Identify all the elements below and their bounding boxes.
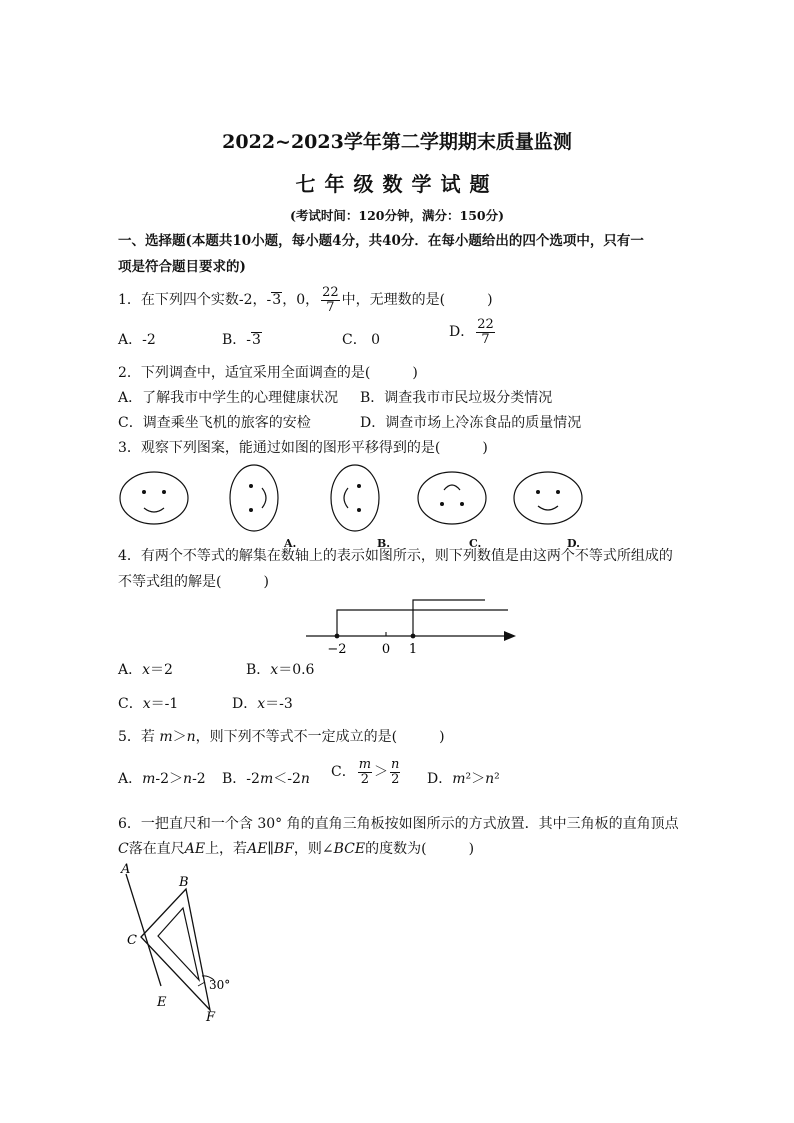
q6-l2-d: 的度数为( ) [365,841,475,857]
q5-c-frac1 [358,758,372,786]
q5-a-post: -2 [192,771,206,787]
q1-fraction [321,286,340,314]
q5-d-n: n [485,771,495,787]
q2-option-c: C．调查乘坐飞机的旅客的安检 [118,415,311,431]
q1-stem-post: 中，无理数的是( ) [341,292,493,309]
q3-label-d: D. [567,537,580,550]
q1-stem-pre: 1．在下列四个实数-2，- [118,292,272,309]
q1-option-b-sqrt [251,332,262,348]
q1-option-b [222,329,262,349]
q1-option-d-den: 7 [481,331,490,347]
q1-sqrt-arg: 3 [272,292,282,309]
q5-c-den1: 2 [360,771,370,787]
q3-label-b: B. [377,537,391,550]
q5-c-frac2 [390,758,400,786]
q4-option-a-var: x [142,662,151,678]
q2-option-b: B．调查我市市民垃圾分类情况 [360,390,553,406]
q1-option-a: A．-2 [118,332,156,348]
q1-option-c: C． 0 [342,332,381,348]
q5-d-mid: ²＞ [465,771,486,787]
q6-l2-a: 落在直尺 [128,841,185,857]
q6-bf: BF [273,841,294,857]
q4-option-d-post: ＝-3 [265,696,293,712]
exam-subtitle: 七年级数学试题 [295,172,499,196]
q3-original-face [120,472,188,524]
q3-option-d-face [514,472,582,524]
q4-number-line [300,592,525,658]
q6-label-e: E [157,995,167,1010]
q6-l2-b: 上，若 [205,841,248,857]
q1-option-b-sqrt-arg: 3 [252,332,261,348]
q5-option-b [222,768,310,788]
q3-stem: 3．观察下列图案，能通过如图的图形平移得到的是( ) [118,440,488,456]
q6-stem-line2 [118,838,474,858]
q4-option-c-pre: C． [118,696,143,712]
q1-option-d-num: 22 [477,317,494,332]
q5-m: m [159,729,173,745]
q1-frac-den: 7 [326,299,335,315]
q4-axis-label-0: 0 [381,642,391,657]
q6-label-c: C [127,933,137,948]
q5-n: n [186,729,196,745]
q6-bce: BCE [333,841,366,857]
q5-d-m: m [452,771,466,787]
q5-b-mid: ＜-2 [273,771,301,787]
q1-frac-num: 22 [322,285,339,300]
q5-d-post: ² [494,771,500,787]
q5-a-pre: A． [118,771,143,787]
q1-option-d-pre: D． [449,324,475,341]
q2-option-a: A．了解我市中学生的心理健康状况 [118,390,339,406]
q5-c-pre: C． [331,764,356,781]
q5-a-n: n [183,771,193,787]
q4-option-b-pre: B． [246,662,271,678]
q3-option-a-face [230,465,278,531]
q5-c-gt: ＞ [374,764,389,781]
q5-option-d [427,768,500,788]
q2-option-d: D．调查市场上冷冻食品的质量情况 [360,415,582,431]
exam-info: (考试时间：120分钟，满分：150分) [289,208,504,223]
q4-option-c-post: ＝-1 [150,696,179,712]
q4-option-a-pre: A． [118,662,143,678]
q1-option-b-pre: B．- [222,332,252,348]
q5-c-den2: 2 [391,771,400,787]
exam-title: 2022~2023学年第二学期期末质量监测 [222,131,572,153]
q2-stem: 2．下列调查中，适宜采用全面调查的是( ) [118,365,418,381]
q4-option-a [118,659,173,679]
q5-b-n: n [300,771,310,787]
q6-label-b: B [179,875,189,890]
q5-b-pre: B．-2 [222,771,260,787]
q5-pre: 5．若 [118,729,160,745]
q6-label-a: A [121,862,131,877]
q5-option-c [331,758,402,786]
section-heading-line2: 项是符合题目要求的) [118,259,246,275]
q6-ae: AE [184,841,206,857]
section-heading-line1: 一、选择题(本题共10小题，每小题4分，共40分．在每小题给出的四个选项中，只有一 [118,233,644,249]
q5-b-m: m [259,771,274,787]
q4-option-b-post: ＝0.6 [278,662,315,678]
q5-option-a [118,768,206,788]
q4-stem-line1: 4．有两个不等式的解集在数轴上的表示如图所示，则下列数值是由这两个不等式所组成的 [118,548,673,564]
q4-option-d-var: x [257,696,266,712]
q5-post: ，则下列不等式不一定成立的是( ) [195,729,445,745]
q6-triangle-ruler-figure [110,858,260,1028]
q5-stem [118,726,445,746]
q6-label-30deg: 30° [209,978,231,992]
q3-label-a: A. [284,537,297,550]
q5-a-mid: -2＞ [155,771,184,787]
q1-option-d [449,318,497,346]
q6-c: C [118,841,129,857]
q4-option-b-var: x [270,662,279,678]
q1-option-d-frac [476,318,495,346]
q3-face-figures [110,462,600,552]
q6-stem-line1: 6．一把直尺和一个含 30° 角的直角三角板按如图所示的方式放置．其中三角板的直角顶点 [118,816,679,832]
q3-option-b-face [331,465,379,531]
q1-stem [118,286,493,314]
q4-stem-line2: 不等式组的解是( ) [118,574,269,590]
q5-d-pre: D． [427,771,453,787]
q4-axis-label-1: 1 [408,642,418,657]
q6-ae2: AE [247,841,268,857]
q4-option-d [232,693,293,713]
q5-a-m: m [142,771,156,787]
q4-option-a-post: ＝2 [150,662,173,678]
q1-sqrt [271,292,282,308]
q1-stem-mid: ，0， [282,292,320,309]
q3-label-c: C. [469,537,482,550]
q4-option-c-var: x [142,696,151,712]
q6-label-f: F [206,1010,216,1025]
q4-option-d-pre: D． [232,696,258,712]
q4-option-b [246,659,314,679]
q4-option-c [118,693,178,713]
q6-l2-c2: ，则∠ [293,841,334,857]
q5-c-num2: n [391,757,400,772]
q6-parallel: ∥ [267,841,274,857]
q4-axis-label-minus2: −2 [327,642,347,657]
q3-option-c-face [418,472,486,524]
q5-c-num1: m [358,757,372,772]
q5-gt: ＞ [172,729,187,745]
